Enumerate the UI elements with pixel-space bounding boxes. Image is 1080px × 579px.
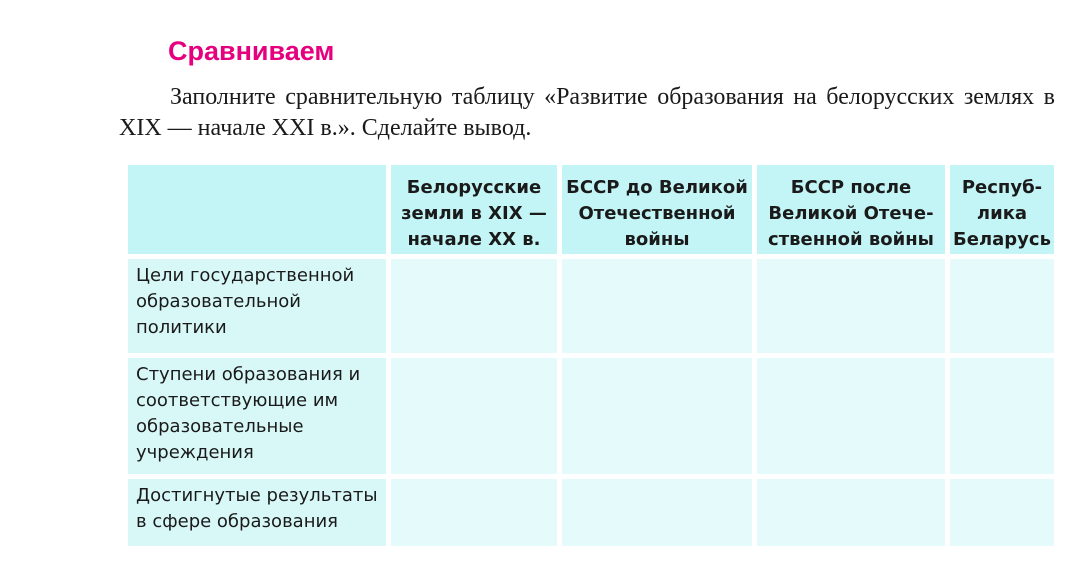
table-cell	[560, 477, 755, 549]
section-title: Сравниваем	[168, 36, 335, 66]
table-cell	[755, 356, 948, 477]
table-cell	[948, 356, 1057, 477]
table-header-row	[126, 163, 1057, 257]
task-text: Заполните сравнительную таблицу «Развитие образования на белорусских землях в XIX — начале XXI в.». Сделайте вывод.	[119, 84, 1055, 141]
table-row	[126, 257, 1057, 356]
table-row	[126, 356, 1057, 477]
table-cell	[755, 477, 948, 549]
table-cell	[389, 356, 560, 477]
column-header: Республика Беларусь	[948, 163, 1057, 257]
table-corner-cell	[126, 163, 389, 257]
table-cell	[389, 257, 560, 356]
column-header: Белорусские земли в XIX — начале XX в.	[389, 163, 560, 257]
table-cell	[948, 477, 1057, 549]
table-cell	[560, 257, 755, 356]
row-label: Ступени образования и соответствующие им образовательные учреждения	[126, 356, 389, 477]
comparison-table	[123, 160, 1059, 551]
table-cell	[389, 477, 560, 549]
table-row	[126, 477, 1057, 549]
table-cell	[560, 356, 755, 477]
column-header: БССР до Великой Отечественной войны	[560, 163, 755, 257]
table-cell	[948, 257, 1057, 356]
column-header: БССР после Великой Отечественной войны	[755, 163, 948, 257]
table-cell	[755, 257, 948, 356]
row-label: Цели государственной образовательной политики	[126, 257, 389, 356]
row-label: Достигнутые результаты в сфере образования	[126, 477, 389, 549]
